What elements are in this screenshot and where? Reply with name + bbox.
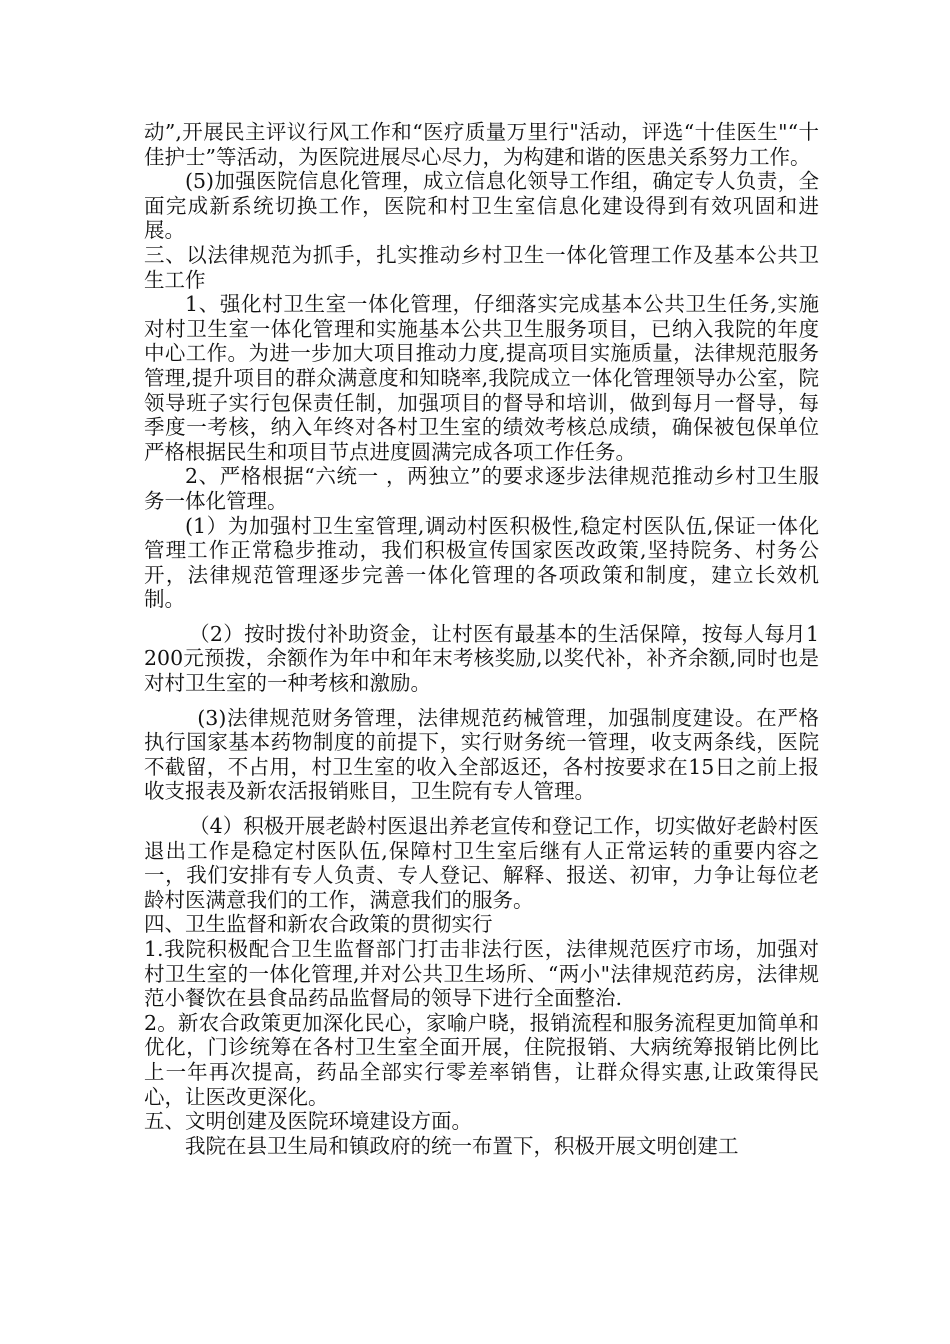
paragraph-item-5-informatization: (5)加强医院信息化管理，成立信息化领导工作组，确定专人负责，全面完成新系统切换工作，医院和村卫生室信息化建设得到有效巩固和进展。 <box>144 169 819 243</box>
section-heading-3: 三、以法律规范为抓手，扎实推动乡村卫生一体化管理工作及基本公共卫生工作 <box>144 242 819 292</box>
section-heading-5: 五、文明创建及医院环境建设方面。 <box>144 1109 472 1134</box>
paragraph-health-supervision: 1.我院积极配合卫生监督部门打击非法行医，法律规范医疗市场，加强对村卫生室的一体化管理,并对公共卫生场所、“两小"法律规范药房，法律规范小餐饮在县食品药品监督局的领导下进行全面整治. <box>144 937 819 1011</box>
paragraph-village-clinic-management: 1、强化村卫生室一体化管理，仔细落实完成基本公共卫生任务,实施对村卫生室一体化管理和实施基本公共卫生服务项目，已纳入我院的年度中心工作。为进一步加大项目推动力度,提高项目实施质量，法律规范服务管理,提升项目的群众满意度和知晓率,我院成立一体化管理领导办公室，院领导班子实行包保责任制，加强项目的督导和培训，做到每月一督导，每季度一考核，纳入年终对各村卫生室的绩效考核总成绩，确保被包保单位严格根据民生和项目节点进度圆满完成各项工作任务。 <box>144 292 819 464</box>
paragraph-item-4-elderly-doctors: （4）积极开展老龄村医退出养老宣传和登记工作，切实做好老龄村医退出工作是稳定村医队伍,保障村卫生室后继有人正常运转的重要内容之一，我们安排有专人负责、专人登记、解释、报送、初审，力争让每位老龄村医满意我们的工作，满意我们的服务。 <box>144 814 819 912</box>
paragraph-continuation: 动”,开展民主评议行风工作和“医疗质量万里行"活动，评选“十佳医生"“十佳护士”等活动，为医院进展尽心尽力，为构建和谐的医患关系努力工作。 <box>144 120 819 169</box>
paragraph-item-2-subsidy: （2）按时拨付补助资金，让村医有最基本的生活保障，按每人每月1200元预拨，余额作为年中和年末考核奖励,以奖代补，补齐余额,同时也是对村卫生室的一种考核和激励。 <box>144 621 819 696</box>
section-heading-4: 四、卫生监督和新农合政策的贯彻实行 <box>144 912 493 937</box>
paragraph-new-rural-cooperative: 2。新农合政策更加深化民心，家喻户晓，报销流程和服务流程更加简单和优化，门诊统筹在各村卫生室全面开展，住院报销、大病统筹报销比例比上一年再次提高，药品全部实行零差率销售，让群众得实惠,让政策得民心，让医改更深化。 <box>144 1010 819 1109</box>
paragraph-civilization-building: 我院在县卫生局和镇政府的统一布置下，积极开展文明创建工 <box>185 1133 739 1158</box>
document-body <box>144 120 819 1158</box>
paragraph-item-3-finance: (3)法律规范财务管理，法律规范药械管理，加强制度建设。在严格执行国家基本药物制度的前提下，实行财务统一管理，收支两条线，医院不截留，不占用，村卫生室的收入全部返还，各村按要求在15日之前上报收支报表及新农活报销账目，卫生院有专人管理。 <box>144 705 819 804</box>
paragraph-item-1-strengthen-management: (1）为加强村卫生室管理,调动村医积极性,稳定村医队伍,保证一体化管理工作正常稳步推动，我们积极宣传国家医改政策,坚持院务、村务公开，法律规范管理逐步完善一体化管理的各项政策和制度，建立长效机制。 <box>144 513 819 612</box>
paragraph-six-unified-two-independent: 2、严格根据“六统一 ，两独立”的要求逐步法律规范推动乡村卫生服务一体化管理。 <box>144 464 819 513</box>
